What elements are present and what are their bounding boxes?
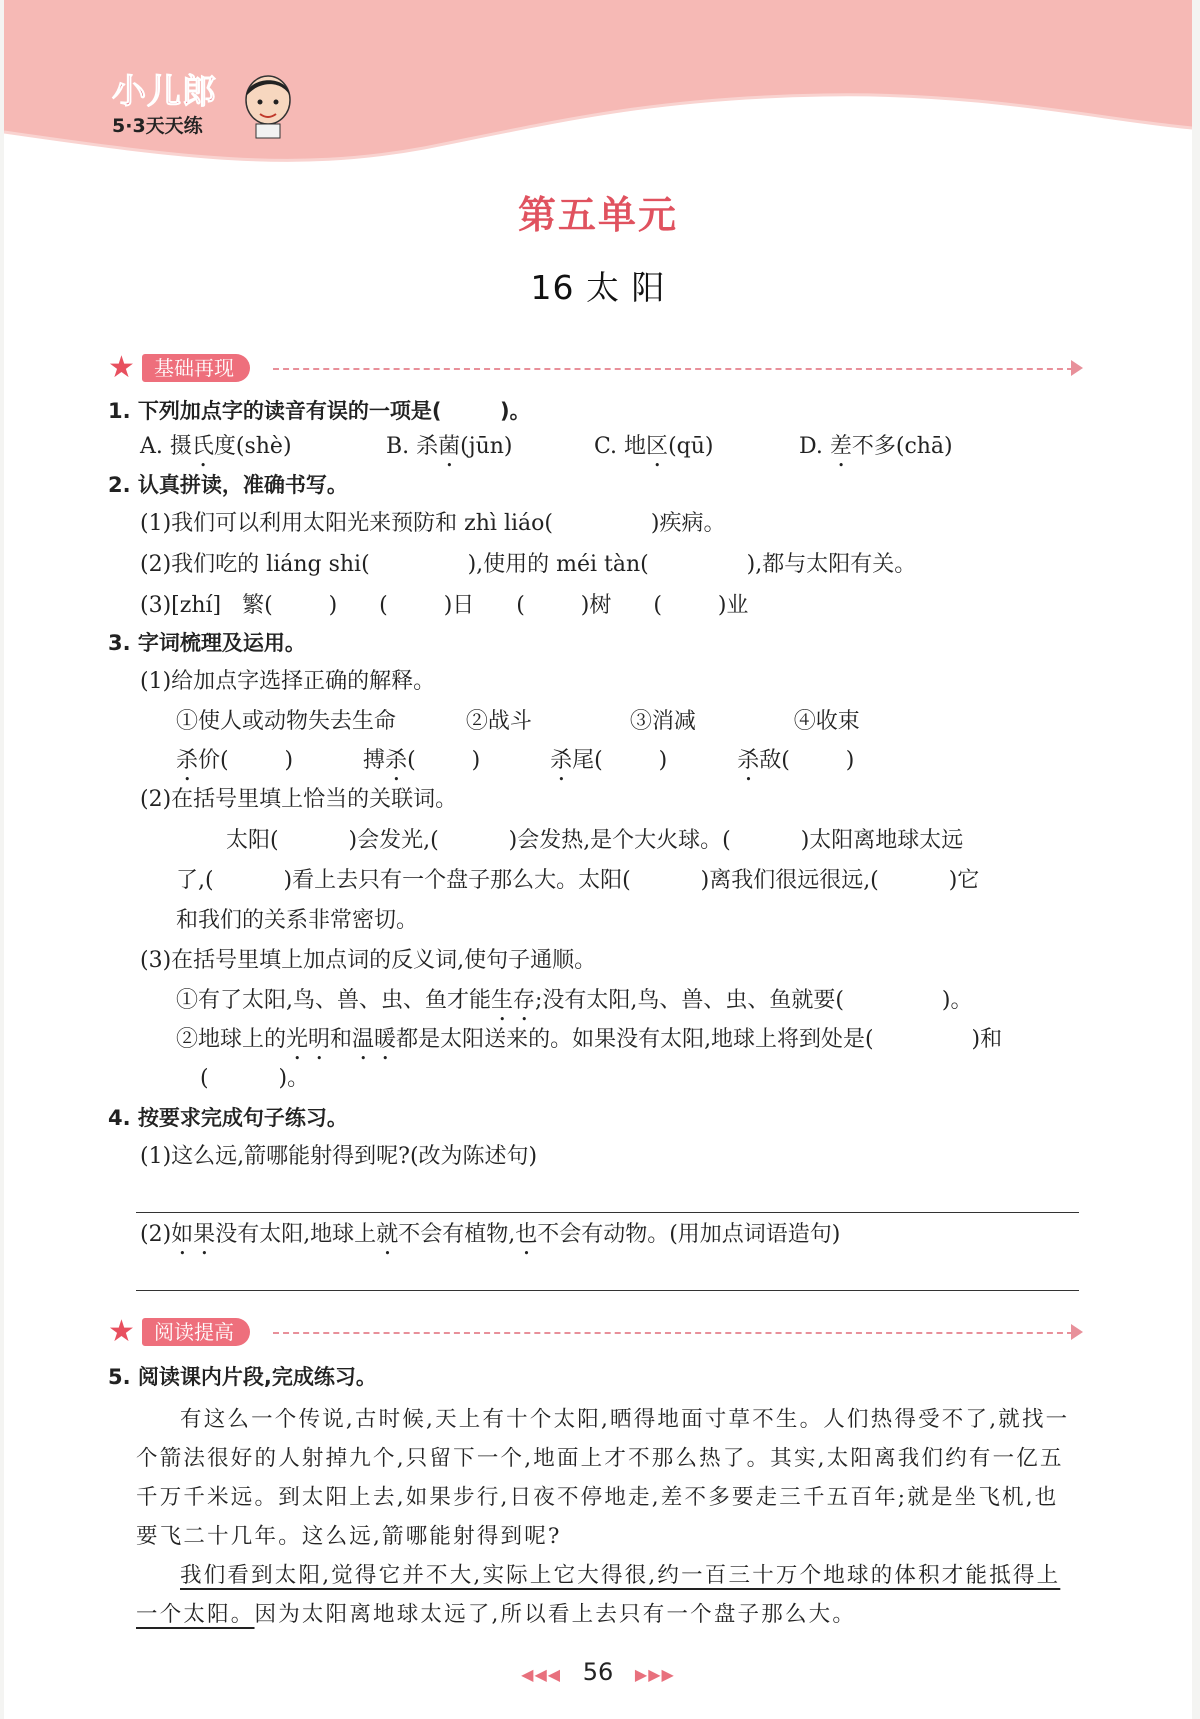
answer-line-2[interactable] bbox=[136, 1290, 1079, 1291]
q3-words: 杀价( ) 搏杀( ) 杀尾( ) 杀敌( ) bbox=[176, 748, 855, 773]
reading-passage bbox=[136, 1400, 1081, 1634]
question-5-stem: 5. 阅读课内片段,完成练习。 bbox=[108, 1365, 377, 1389]
arrow-right-icon bbox=[1071, 360, 1083, 376]
question-2-stem: 2. 认真拼读，准确书写。 bbox=[108, 473, 348, 497]
q2-item-3: (3)[zhí] 繁( ) ( )日 ( )树 ( )业 bbox=[140, 593, 749, 618]
section-label: 阅读提高 bbox=[142, 1318, 250, 1346]
mascot-boy-icon bbox=[240, 70, 296, 140]
star-icon: ★ bbox=[108, 350, 135, 385]
question-1-stem: 1. 下列加点字的读音有误的一项是( )。 bbox=[108, 399, 531, 423]
q3-antonym-2: ②地球上的光明和温暖都是太阳送来的。如果没有太阳,地球上将到处是( )和 bbox=[176, 1027, 1003, 1052]
q3-conj-line-2: 了,( )看上去只有一个盘子那么大。太阳( )离我们很远很远,( )它 bbox=[176, 868, 980, 893]
q3-antonym-1: ①有了太阳,鸟、兽、虫、鱼才能生存;没有太阳,鸟、兽、虫、鱼就要( )。 bbox=[176, 988, 973, 1013]
section-header-basic bbox=[108, 352, 1083, 386]
dashed-divider bbox=[273, 368, 1073, 370]
page-number-footer bbox=[4, 1658, 1192, 1686]
q1-option-a: A. 摄氏度(shè) bbox=[140, 434, 292, 459]
q2-item-2: (2)我们吃的 liáng shi( ),使用的 méi tàn( ),都与太阳有关。 bbox=[140, 552, 917, 577]
star-icon: ★ bbox=[108, 1314, 135, 1349]
logo-subtitle: 5·3天天练 bbox=[112, 115, 203, 137]
unit-title: 第五单元 bbox=[517, 193, 678, 237]
question-4-stem: 4. 按要求完成句子练习。 bbox=[108, 1106, 348, 1130]
lesson-title: 16 太 阳 bbox=[530, 268, 666, 307]
worksheet-page bbox=[4, 0, 1192, 1719]
q4-sub-1: (1)这么远,箭哪能射得到呢?(改为陈述句) bbox=[140, 1144, 538, 1169]
q1-option-c: C. 地区(qū) bbox=[594, 434, 714, 459]
q3-sub-2: (2)在括号里填上恰当的关联词。 bbox=[140, 787, 458, 812]
q3-sub-1: (1)给加点字选择正确的解释。 bbox=[140, 669, 436, 694]
section-label: 基础再现 bbox=[142, 354, 250, 382]
q3-conj-line-1: 太阳( )会发光,( )会发热,是个大火球。( )太阳离地球太远 bbox=[226, 828, 964, 853]
arrow-right-icon bbox=[1071, 1324, 1083, 1340]
q1-option-b: B. 杀菌(jūn) bbox=[386, 434, 513, 459]
q4-sub-2: (2)如果没有太阳,地球上就不会有植物,也不会有动物。(用加点词语造句) bbox=[140, 1222, 841, 1247]
q2-item-1: (1)我们可以利用太阳光来预防和 zhì liáo( )疾病。 bbox=[140, 511, 726, 536]
q3-conj-line-3: 和我们的关系非常密切。 bbox=[176, 908, 419, 933]
q3-definitions: ①使人或动物失去生命 ②战斗 ③消减 ④收束 bbox=[176, 709, 860, 734]
passage-sentence: 因为太阳离地球太远了,所以看上去只有一个盘子那么大。 bbox=[254, 1602, 857, 1627]
triple-right-arrow-icon: ▶▶▶ bbox=[634, 1665, 675, 1684]
dashed-divider bbox=[273, 1332, 1073, 1334]
logo-title: 小儿郎 bbox=[112, 72, 217, 112]
question-3-stem: 3. 字词梳理及运用。 bbox=[108, 631, 306, 655]
brand-logo bbox=[112, 64, 217, 138]
passage-paragraph-1: 有这么一个传说,古时候,天上有十个太阳,晒得地面寸草不生。人们热得受不了,就找一个箭法很好的人射掉九个,只留下一个,地面上才不那么热了。其实,太阳离我们约有一亿五千万千米远。到太阳上去,如果步行,日夜不停地走,差不多要走三千五百年;就是坐飞机,也要飞二十几年。这么远,箭哪能射得到呢? bbox=[136, 1407, 1070, 1549]
passage-paragraph-2 bbox=[136, 1556, 1081, 1634]
q3-sub-3: (3)在括号里填上加点词的反义词,使句子通顺。 bbox=[140, 948, 597, 973]
page-number: 56 bbox=[582, 1658, 614, 1686]
triple-left-arrow-icon: ◀◀◀ bbox=[521, 1665, 562, 1684]
underlined-sentence: 我们看到太阳,觉得它并不大,实际上它大得很,约一百三十万个地球的体积才能抵得上一个太阳。 bbox=[136, 1563, 1061, 1627]
q3-antonym-3: ( )。 bbox=[200, 1066, 310, 1091]
q1-option-d: D. 差不多(chā) bbox=[799, 434, 953, 459]
answer-line-1[interactable] bbox=[136, 1212, 1079, 1213]
section-header-reading bbox=[108, 1316, 1083, 1350]
